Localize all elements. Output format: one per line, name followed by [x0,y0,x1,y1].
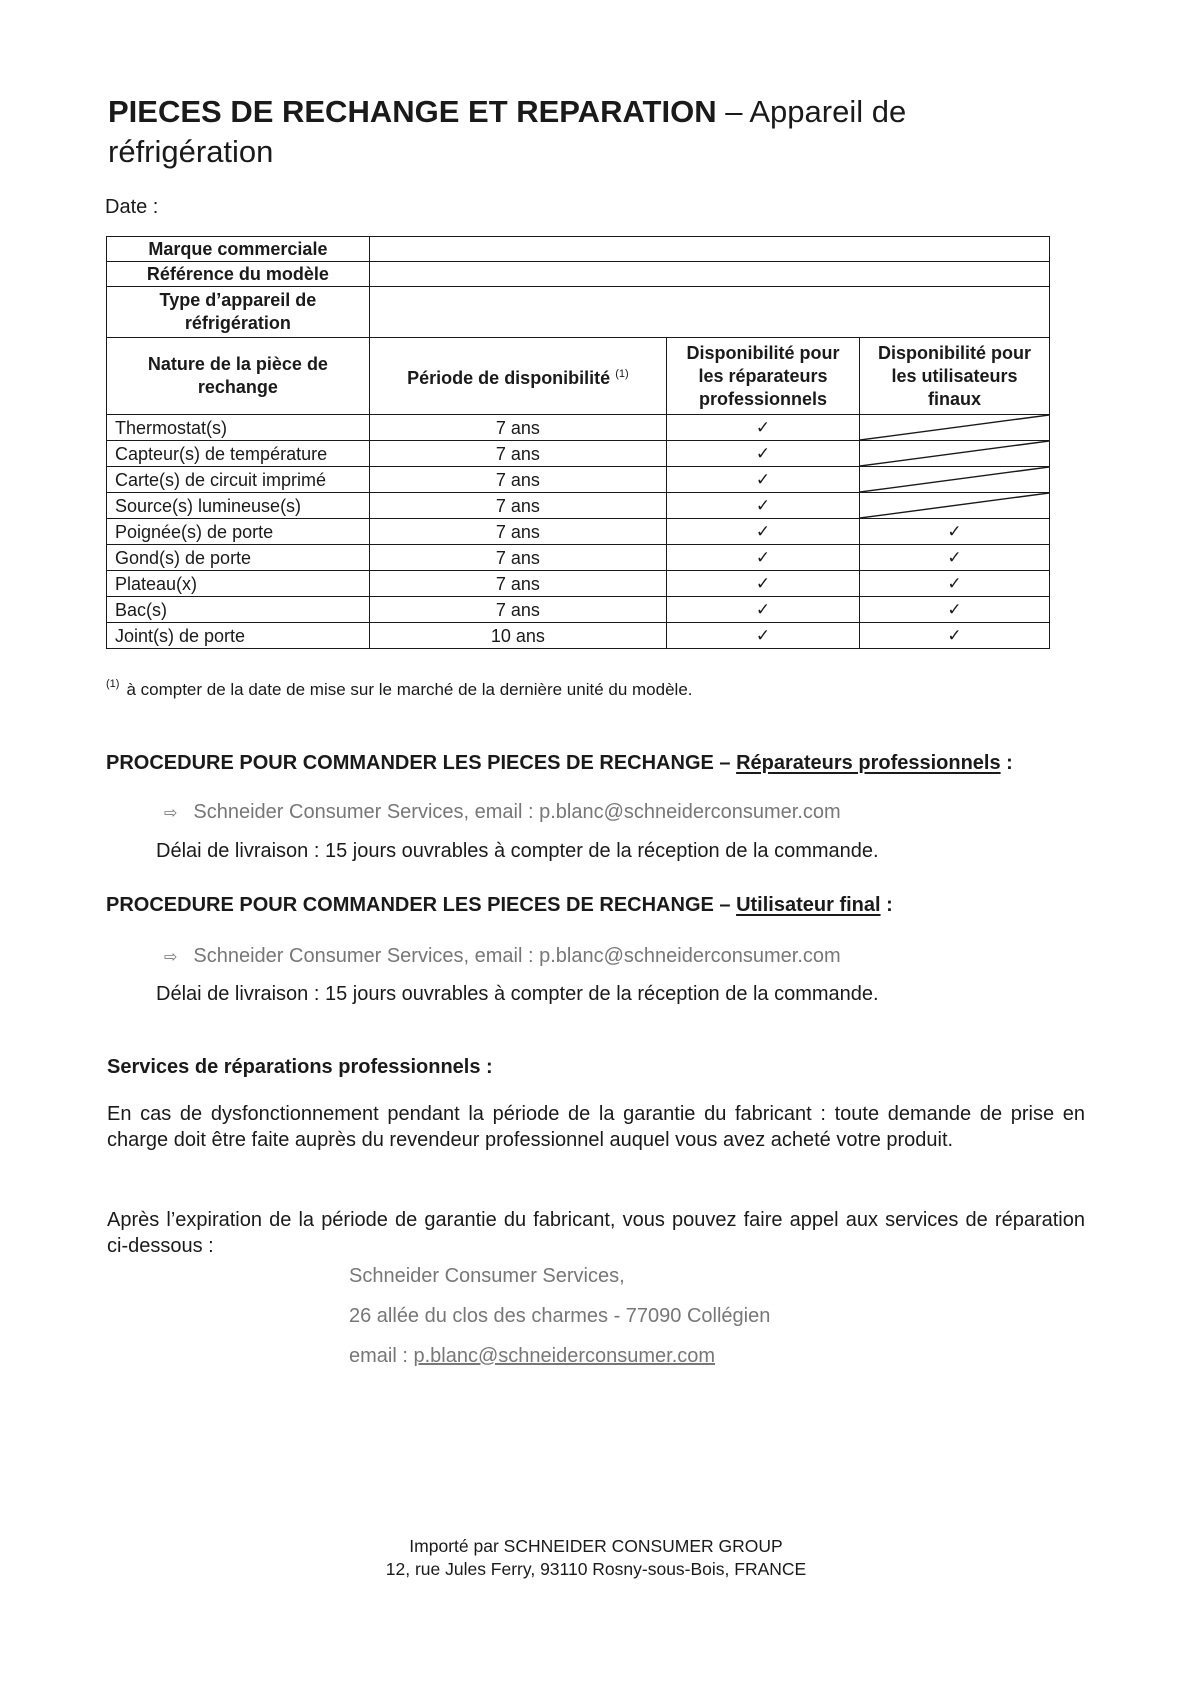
pro-check-icon: ✓ [666,467,859,493]
footer-address: 12, rue Jules Ferry, 93110 Rosny-sous-Bois, FRANCE [385,1559,807,1579]
part-name: Thermostat(s) [107,415,370,441]
services-company: Schneider Consumer Services, [349,1265,625,1287]
info-row-type [107,287,1050,338]
pro-check-icon: ✓ [666,519,859,545]
header-part: Nature de la pièce de rechange [107,338,370,415]
availability-period: 7 ans [369,493,666,519]
table-row [107,545,1050,571]
email-link[interactable]: p.blanc@schneiderconsumer.com [413,1345,716,1367]
part-name: Poignée(s) de porte [107,519,370,545]
header-pro: Disponibilité pour les réparateurs professionnels [666,338,859,415]
part-name: Bac(s) [107,597,370,623]
header-end-user: Disponibilité pour les utilisateurs finaux [860,338,1050,415]
table-row [107,623,1050,649]
procedure-end-user-delay: Délai de livraison : 15 jours ouvrables à compter de la réception de la commande. [156,983,879,1005]
availability-period: 7 ans [369,597,666,623]
parts-header-row [107,338,1050,415]
pro-check-icon: ✓ [666,623,859,649]
part-name: Carte(s) de circuit imprimé [107,467,370,493]
arrow-right-icon: ⇨ [164,949,178,966]
info-row-brand [107,237,1050,262]
table-row [107,467,1050,493]
page-title [108,92,1008,172]
header-period-text: Période de disponibilité [407,367,611,388]
procedure-pro-title [106,752,1013,775]
table-row [107,519,1050,545]
diagonal-strike-icon [860,441,1049,466]
procedure-title-prefix: PROCEDURE POUR COMMANDER LES PIECES DE RECHANGE – [106,894,737,916]
procedure-title-prefix: PROCEDURE POUR COMMANDER LES PIECES DE RECHANGE – [106,752,737,774]
procedure-title-target: Réparateurs professionnels [736,752,1001,774]
availability-period: 10 ans [369,623,666,649]
email-label: email : [349,1345,414,1367]
footnote-text: à compter de la date de mise sur le marché de la dernière unité du modèle. [126,680,693,699]
contact-text: Schneider Consumer Services, email : p.blanc@schneiderconsumer.com [193,945,841,967]
title-rest: – Appareil de réfrigération [108,94,907,169]
table-row [107,415,1050,441]
part-name: Capteur(s) de température [107,441,370,467]
procedure-pro-contact [164,801,841,824]
availability-period: 7 ans [369,467,666,493]
availability-period: 7 ans [369,519,666,545]
procedure-title-suffix: : [1000,752,1013,774]
part-name: Source(s) lumineuse(s) [107,493,370,519]
services-title: Services de réparations professionnels : [107,1056,493,1078]
procedure-end-user-contact [164,945,841,968]
table-row [107,597,1050,623]
info-label: Marque commerciale [107,237,370,262]
parts-body [107,415,1050,649]
pro-check-icon: ✓ [666,545,859,571]
diagonal-strike-icon [860,467,1049,492]
table-row [107,571,1050,597]
procedure-title-suffix: : [880,894,893,916]
availability-period: 7 ans [369,571,666,597]
end-user-check-icon: ✓ [860,545,1050,571]
part-name: Plateau(x) [107,571,370,597]
end-user-check-icon: ✓ [860,623,1050,649]
services-paragraph-warranty: En cas de dysfonctionnement pendant la période de la garantie du fabricant : toute demande de prise en charge doit être faite auprès du revendeur professionnel auquel vous avez acheté votre produit. [107,1103,1085,1151]
footnote-marker: (1) [106,678,120,690]
end-user-check-icon: ✓ [860,519,1050,545]
availability-period: 7 ans [369,441,666,467]
procedure-title-target: Utilisateur final [736,894,881,916]
arrow-right-icon: ⇨ [164,805,178,822]
availability-period: 7 ans [369,545,666,571]
end-user-not-available-strike [860,493,1050,519]
end-user-check-icon: ✓ [860,597,1050,623]
pro-check-icon: ✓ [666,415,859,441]
info-label: Type d’appareil de réfrigération [107,287,370,338]
parts-table [106,236,1050,649]
end-user-not-available-strike [860,467,1050,493]
contact-text: Schneider Consumer Services, email : p.blanc@schneiderconsumer.com [193,801,841,823]
header-period-note: (1) [615,367,629,380]
procedure-pro-delay: Délai de livraison : 15 jours ouvrables à compter de la réception de la commande. [156,840,879,862]
footer-importer: Importé par SCHNEIDER CONSUMER GROUP [409,1536,783,1556]
availability-period: 7 ans [369,415,666,441]
diagonal-strike-icon [860,415,1049,440]
end-user-not-available-strike [860,441,1050,467]
info-value-model[interactable] [369,262,1049,287]
pro-check-icon: ✓ [666,571,859,597]
procedure-end-user-title [106,894,893,917]
services-email-line [349,1345,715,1368]
part-name: Gond(s) de porte [107,545,370,571]
part-name: Joint(s) de porte [107,623,370,649]
pro-check-icon: ✓ [666,441,859,467]
header-period [369,338,666,415]
title-bold: PIECES DE RECHANGE ET REPARATION [108,94,717,129]
table-row [107,441,1050,467]
services-address: 26 allée du clos des charmes - 77090 Collégien [349,1305,771,1327]
info-label: Référence du modèle [107,262,370,287]
pro-check-icon: ✓ [666,597,859,623]
info-value-brand[interactable] [369,237,1049,262]
end-user-check-icon: ✓ [860,571,1050,597]
services-paragraph-after-warranty: Après l’expiration de la période de garantie du fabricant, vous pouvez faire appel aux services de réparation ci-dessous : [107,1209,1085,1257]
table-row [107,493,1050,519]
info-value-type[interactable] [369,287,1049,338]
end-user-not-available-strike [860,415,1050,441]
info-row-model [107,262,1050,287]
pro-check-icon: ✓ [666,493,859,519]
diagonal-strike-icon [860,493,1049,518]
date-label: Date : [105,196,159,218]
footnote [106,680,693,700]
